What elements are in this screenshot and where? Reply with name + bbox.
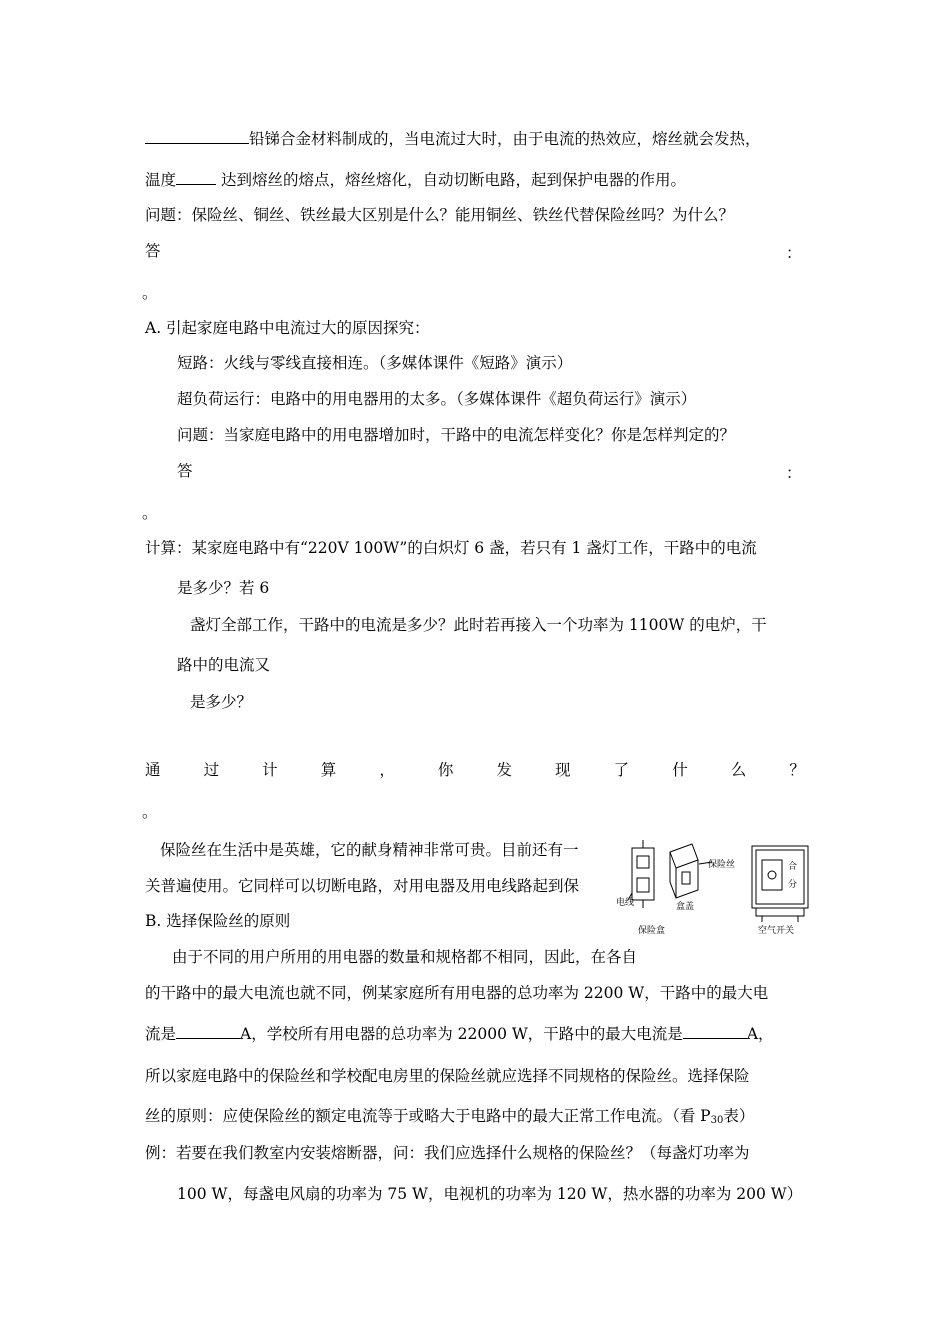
section-b-p1-line2: 的干路中的最大电流也就不同，例某家庭所有用电器的总功率为 2200 W，干路中的最大电 [145, 984, 769, 1002]
switch-text-top: 合 [788, 862, 798, 872]
fuse-intro-text1: 铅锑合金材料制成的，当电流过大时，由于电流的热效应，熔丝就会发热， [249, 130, 761, 148]
discovery-char: 算 [320, 761, 337, 779]
fill-blank[interactable] [176, 1023, 240, 1039]
fuse-intro-text2: 达到熔丝的熔点，熔丝熔化，自动切断电路，起到保护电器的作用。 [216, 171, 686, 189]
page-ref-subscript: 30 [710, 1115, 724, 1126]
label-cover: 盒盖 [676, 902, 695, 912]
calc-line4: 路中的电流又 [177, 656, 271, 674]
answer-label: 答 [145, 242, 161, 260]
label-wire: 电线 [616, 898, 635, 908]
switch-text-bottom: 分 [788, 880, 798, 890]
section-b-p1-line3 [145, 1023, 774, 1044]
example-line1: 例：若要在我们教室内安装熔断器，问：我们应选择什么规格的保险丝？（每盏灯功率为 [145, 1144, 750, 1162]
fill-blank[interactable] [683, 1023, 747, 1039]
fuse-diagram [612, 838, 812, 938]
short-circuit-text: 短路：火线与零线直接相连。（多媒体课件《短路》演示） [177, 354, 573, 372]
discovery-char: 计 [262, 761, 278, 779]
discovery-char: 通 [145, 761, 161, 779]
fill-blank[interactable] [176, 169, 216, 185]
fuse-note-line1: 保险丝在生活中是英雄，它的献身精神非常可贵。目前还有一 [160, 841, 579, 859]
text: 流是 [145, 1025, 177, 1043]
section-b-p1-line1: 由于不同的用户所用的用电器的数量和规格都不相同，因此，在各自 [172, 948, 638, 966]
section-b-title: B. 选择保险丝的原则 [145, 912, 291, 930]
section-a-question: 问题：当家庭电路中的用电器增加时，干路中的电流怎样变化？你是怎样判定的？ [177, 426, 736, 444]
answer-label: 答 [177, 462, 193, 480]
discovery-char: ？ [789, 761, 805, 779]
discovery-char: ， [379, 761, 395, 779]
fuse-intro-line1 [145, 128, 761, 149]
discovery-end: 。 [142, 803, 158, 821]
label-air-switch: 空气开关 [758, 926, 795, 936]
section-b-p1-line5 [145, 1106, 754, 1131]
discovery-char: 了 [613, 761, 630, 779]
fill-blank[interactable] [145, 128, 249, 144]
discovery-question [145, 760, 805, 780]
section-a-title: A. 引起家庭电路中电流过大的原因探究： [145, 319, 430, 337]
discovery-char: 么 [730, 761, 747, 779]
answer-colon: ： [786, 464, 802, 482]
fuse-intro-text2-start: 温度 [145, 171, 177, 189]
section-b-p1-line4: 所以家庭电路中的保险丝和学校配电房里的保险丝就应选择不同规格的保险丝。选择保险 [145, 1067, 750, 1085]
text: A，学校所有用电器的总功率为 22000 W，干路中的最大电流是 [240, 1025, 683, 1043]
calc-line3: 盏灯全部工作，干路中的电流是多少？此时若再接入一个功率为 1100W 的电炉，干 [190, 616, 767, 634]
discovery-char: 现 [555, 761, 571, 779]
answer-end: 。 [142, 504, 158, 522]
discovery-char: 发 [496, 761, 512, 779]
label-fuse-box: 保险盒 [638, 926, 666, 936]
discovery-char: 过 [203, 761, 220, 779]
label-fuse-wire: 保险丝 [708, 860, 736, 870]
calc-line5: 是多少？ [190, 693, 253, 711]
calc-line1: 计算：某家庭电路中有“220V 100W”的白炽灯 6 盏，若只有 1 盏灯工作，干路中的电流 [145, 539, 757, 557]
text: A， [746, 1025, 774, 1043]
fuse-intro-line2 [145, 169, 686, 190]
answer-end: 。 [142, 284, 158, 302]
fuse-note-line2: 关普遍使用。它同样可以切断电路，对用电器及用电线路起到保 [145, 877, 580, 895]
discovery-char: 什 [672, 761, 688, 779]
discovery-char: 你 [437, 761, 454, 779]
fuse-figure [612, 838, 812, 938]
calc-line2: 是多少？若 6 [177, 579, 270, 597]
fuse-question: 问题：保险丝、铜丝、铁丝最大区别是什么？能用铜丝、铁丝代替保险丝吗？为什么？ [145, 206, 735, 224]
text: 表） [723, 1107, 755, 1125]
text: 丝的原则：应使保险丝的额定电流等于或略大于电路中的最大正常工作电流。（看 P [145, 1107, 711, 1125]
example-line2: 100 W，每盏电风扇的功率为 75 W，电视机的功率为 120 W，热水器的功率为 200 W） [177, 1185, 803, 1203]
overload-text: 超负荷运行：电路中的用电器用的太多。（多媒体课件《超负荷运行》演示） [177, 390, 697, 408]
answer-colon: ： [786, 244, 802, 262]
